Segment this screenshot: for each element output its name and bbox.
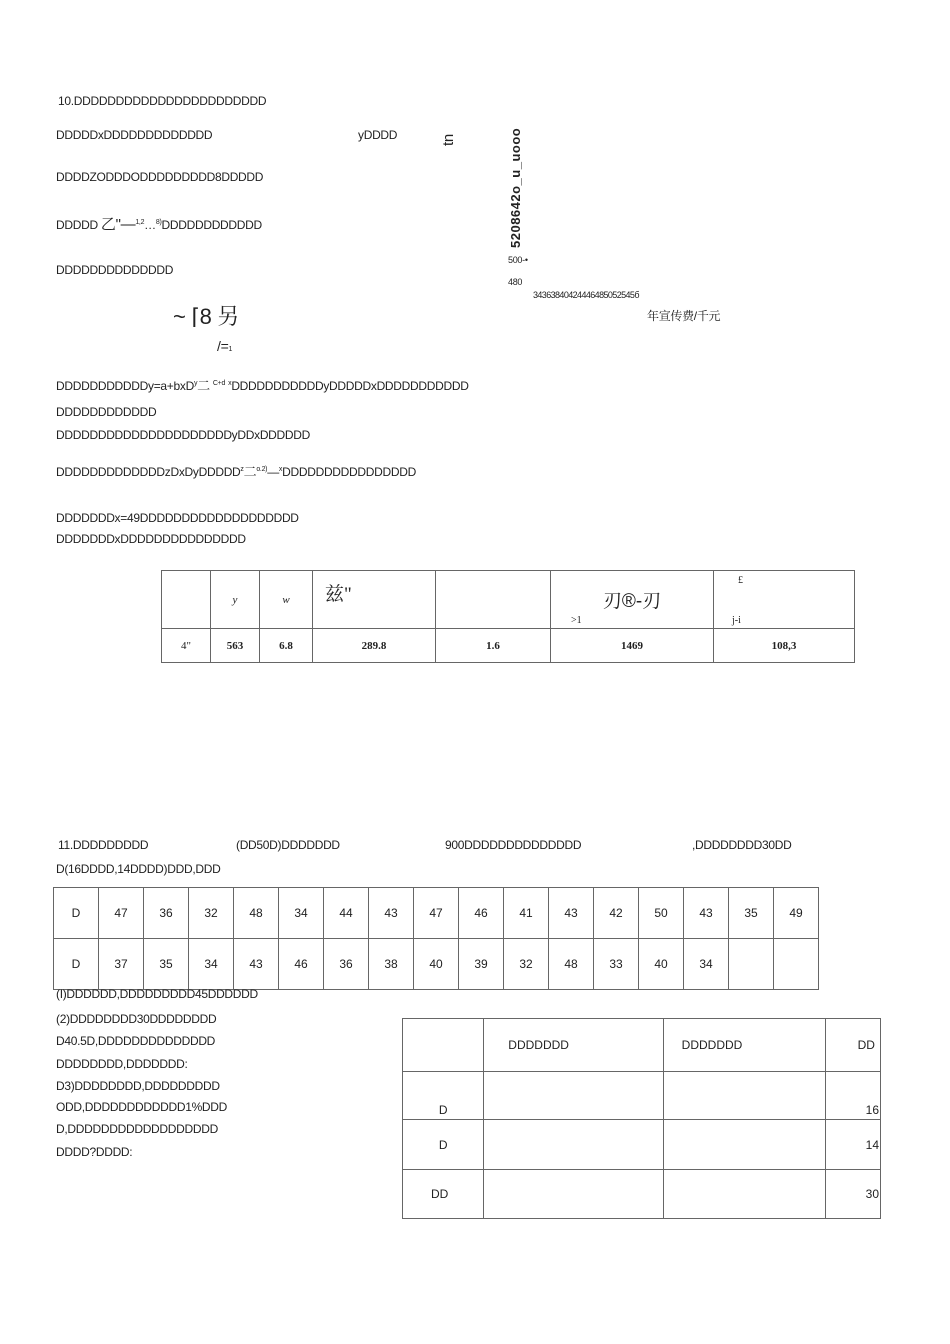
- q10-line4f: DDDDDDDDDDDD: [161, 218, 262, 232]
- q10-line6d: C+d: [212, 380, 226, 387]
- q10-line9d: o.2): [256, 466, 268, 473]
- q10-line9g: DDDDDDDDDDDDDDDD: [282, 465, 416, 479]
- q10-line9a: DDDDDDDDDDDDDzDxDyDDDDD: [56, 465, 241, 479]
- contingency-row-2: [403, 1120, 881, 1170]
- q10-line9f: x: [278, 466, 283, 473]
- q10-line9c: 二: [243, 464, 257, 479]
- stats-h6: [714, 571, 855, 629]
- q10-line2b: yDDDD: [358, 128, 398, 142]
- scores-r1-c2: 36: [144, 888, 189, 939]
- scores-r1-c11: 43: [549, 888, 594, 939]
- scores-r1-c9: 46: [459, 888, 504, 939]
- stats-h2: w: [260, 571, 313, 629]
- contingency-row-3: [403, 1170, 881, 1219]
- q10-line3: DDDDZODDDODDDDDDDDD8DDDDD: [56, 170, 264, 184]
- cont-r2-c0: D: [403, 1120, 484, 1170]
- q10-line9b: z: [240, 466, 244, 473]
- q11-line1d: ,DDDDDDDD30DD: [692, 838, 792, 852]
- q10-line6e: x: [228, 380, 232, 387]
- scores-r1-c8: 47: [414, 888, 459, 939]
- q10-line5: DDDDDDDDDDDDDD: [56, 263, 174, 277]
- q11-p4: DDDDDDDD,DDDDDDD:: [56, 1057, 188, 1071]
- scores-r2-c6: 36: [324, 939, 369, 990]
- cont-r3-c2: [663, 1170, 825, 1219]
- q10-line8: DDDDDDDDDDDDDDDDDDDDDyDDxDDDDDD: [56, 428, 311, 442]
- stats-h6-sup: £: [738, 575, 743, 586]
- scores-r1-c4: 48: [234, 888, 279, 939]
- q10-line4e: 8): [155, 219, 162, 226]
- cont-r2-c3: 14: [825, 1120, 880, 1170]
- q10-line6: [56, 378, 469, 394]
- cont-r3-c0: DD: [403, 1170, 484, 1219]
- scores-r2-c2: 35: [144, 939, 189, 990]
- q10-line4b: 乙"—: [100, 216, 136, 233]
- q10-line7: DDDDDDDDDDDD: [56, 405, 157, 419]
- cont-h2: DDDDDDD: [663, 1019, 825, 1072]
- scores-r1-c7: 43: [369, 888, 414, 939]
- scores-r1-c6: 44: [324, 888, 369, 939]
- cont-r2-c1: [484, 1120, 663, 1170]
- scores-row-2: [54, 939, 819, 990]
- scores-r1-c0: D: [54, 888, 99, 939]
- scores-r2-c4: 43: [234, 939, 279, 990]
- cont-h1: DDDDDDD: [484, 1019, 663, 1072]
- chart-x-label: 年宣传费/千元: [647, 309, 721, 323]
- contingency-header: [403, 1019, 881, 1072]
- q10-line9: [56, 464, 416, 480]
- stats-h6-sub: j-i: [732, 615, 741, 626]
- scores-r2-c5: 46: [279, 939, 324, 990]
- q11-p5: D3)DDDDDDDD,DDDDDDDDD: [56, 1079, 220, 1093]
- scores-r2-c14: 34: [684, 939, 729, 990]
- chart-tick-500: 500-•: [508, 255, 528, 265]
- contingency-table: [402, 1018, 881, 1219]
- scores-r1-c16: 49: [774, 888, 819, 939]
- stats-c5: 1469: [551, 629, 714, 663]
- stats-table-row: [162, 629, 855, 663]
- q10-line2: DDDDDxDDDDDDDDDDDDD: [56, 128, 213, 142]
- q10-formula: ~ ⌈8 另: [173, 304, 240, 329]
- scores-r1-c14: 43: [684, 888, 729, 939]
- cont-r1-c0: D: [403, 1072, 484, 1120]
- q10-line9e: —: [267, 465, 279, 479]
- scores-r2-c8: 40: [414, 939, 459, 990]
- scores-r2-c11: 48: [549, 939, 594, 990]
- q11-p8: DDDD?DDDD:: [56, 1145, 133, 1159]
- cont-r3-c3: 30: [825, 1170, 880, 1219]
- q10-line11: DDDDDDDxDDDDDDDDDDDDDDD: [56, 532, 246, 546]
- q11-p1: (I)DDDDDD,DDDDDDDDD45DDDDDD: [56, 987, 258, 1001]
- chart-y-axis-ticks: 5208642o_u_uooo: [508, 127, 523, 248]
- scores-r2-c0: D: [54, 939, 99, 990]
- scores-r2-c7: 38: [369, 939, 414, 990]
- q10-line6b: y: [193, 380, 198, 387]
- q11-line1b: (DD50D)DDDDDDD: [236, 838, 340, 852]
- q11-p3: D40.5D,DDDDDDDDDDDDDD: [56, 1034, 216, 1048]
- scores-r1-c15: 35: [729, 888, 774, 939]
- stats-h1: y: [211, 571, 260, 629]
- chart-tick-480: 480: [508, 277, 523, 287]
- q11-p7: D,DDDDDDDDDDDDDDDDDD: [56, 1122, 218, 1136]
- cont-r1-c2: [663, 1072, 825, 1120]
- scores-table: [53, 887, 819, 990]
- stats-h0: [162, 571, 211, 629]
- scores-r1-c5: 34: [279, 888, 324, 939]
- chart-x-axis-ticks: 34363840424446485052545б: [533, 290, 639, 300]
- q11-line2: D(16DDDD,14DDDD)DDD,DDD: [56, 862, 221, 876]
- stats-c6: 108,3: [714, 629, 855, 663]
- scores-r1-c13: 50: [639, 888, 684, 939]
- scores-r1-c10: 41: [504, 888, 549, 939]
- q10-line4: [56, 216, 262, 234]
- stats-h5-main: 刃®-刃: [602, 591, 662, 612]
- q10-line6f: DDDDDDDDDDDyDDDDDxDDDDDDDDDDD: [231, 379, 469, 393]
- q10-line6a: DDDDDDDDDDDy=a+bxD: [56, 379, 194, 393]
- q10-title: 10.DDDDDDDDDDDDDDDDDDDDDDD: [58, 94, 267, 108]
- scores-r2-c13: 40: [639, 939, 684, 990]
- scores-r2-c12: 33: [594, 939, 639, 990]
- q10-formula-sub: [217, 338, 232, 355]
- q10-line6c: 二: [197, 378, 210, 393]
- stats-table: [161, 570, 855, 663]
- cont-r1-c3: 16: [825, 1072, 880, 1120]
- cont-r2-c2: [663, 1120, 825, 1170]
- q11-line1a: 11.DDDDDDDDD: [58, 838, 149, 852]
- scores-r2-c3: 34: [189, 939, 234, 990]
- q10-line4a: DDDDD: [56, 218, 98, 232]
- scores-r2-c9: 39: [459, 939, 504, 990]
- stats-c2: 6.8: [260, 629, 313, 663]
- q11-p2: (2)DDDDDDDD30DDDDDDDD: [56, 1012, 217, 1026]
- scores-r2-c10: 32: [504, 939, 549, 990]
- q11-line1c: 900DDDDDDDDDDDDDD: [445, 838, 582, 852]
- stats-table-header: [162, 571, 855, 629]
- stats-h4: [436, 571, 551, 629]
- stats-h3: 兹": [313, 571, 436, 629]
- cont-h3: DD: [825, 1019, 880, 1072]
- stats-c0: 4": [162, 629, 211, 663]
- scores-r2-c16: [774, 939, 819, 990]
- q11-p6: ODD,DDDDDDDDDDDD1%DDD: [56, 1100, 228, 1114]
- stats-c3: 289.8: [313, 629, 436, 663]
- cont-r1-c1: [484, 1072, 663, 1120]
- scores-r2-c15: [729, 939, 774, 990]
- scores-r1-c12: 42: [594, 888, 639, 939]
- q10-line4c: 1,2: [135, 219, 145, 226]
- q10-formula-sub-a: /=: [217, 338, 229, 354]
- q10-formula-sub-b: 1: [228, 346, 233, 353]
- cont-r3-c1: [484, 1170, 663, 1219]
- cont-h0: [403, 1019, 484, 1072]
- scores-r2-c1: 37: [99, 939, 144, 990]
- scores-r1-c1: 47: [99, 888, 144, 939]
- scores-r1-c3: 32: [189, 888, 234, 939]
- scores-row-1: [54, 888, 819, 939]
- chart-tn: tn: [440, 134, 457, 146]
- q10-line10: DDDDDDDx=49DDDDDDDDDDDDDDDDDDD: [56, 511, 299, 525]
- q10-line4d: …: [144, 218, 156, 232]
- stats-h5-sub: >1: [571, 615, 582, 626]
- stats-h5: [551, 571, 714, 629]
- stats-c4: 1.6: [436, 629, 551, 663]
- contingency-row-1: [403, 1072, 881, 1120]
- stats-c1: 563: [211, 629, 260, 663]
